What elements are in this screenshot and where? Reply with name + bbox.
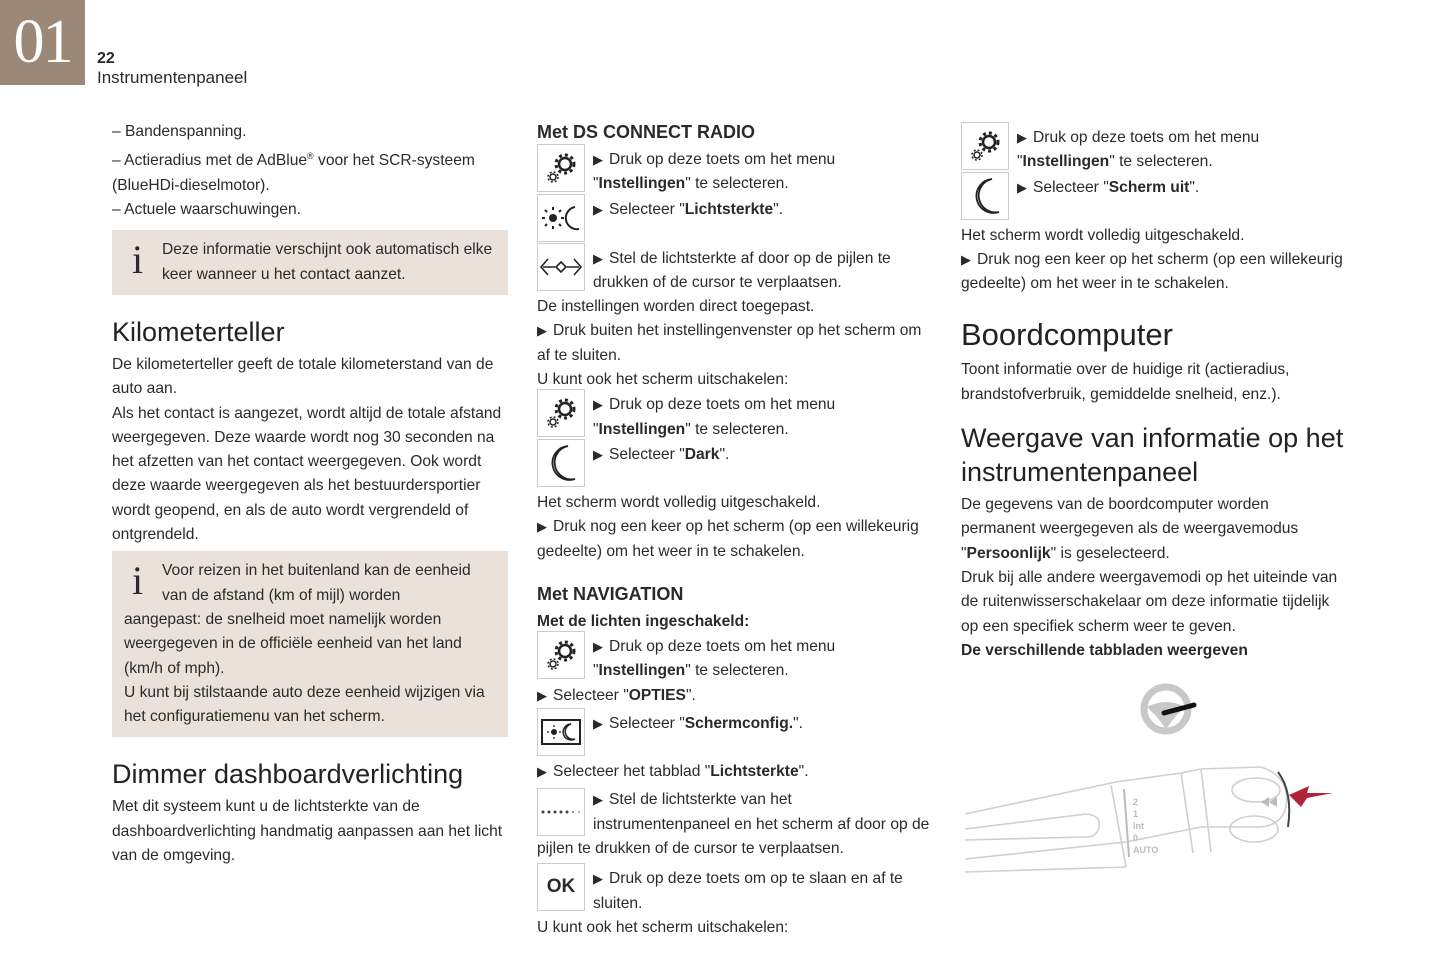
paragraph: Druk bij alle andere weergavemodi op het uiteinde van de ruitenwisserschakelaar om deze informatie tijdelijk op een specifiek scherm weer te geven.	[961, 568, 1338, 635]
text: Stel de lichtsterkte van het instrumentenpaneel en het scherm af door op de pijlen te drukken of de cursor te verplaatsen.	[537, 791, 930, 857]
text: " te selecteren.	[685, 175, 789, 193]
bullet-icon: ▶	[1017, 179, 1027, 195]
moon-icon	[537, 439, 585, 487]
text: ".	[1189, 178, 1200, 196]
bullet-icon: ▶	[593, 639, 603, 655]
text: Lichtsterkte	[684, 200, 774, 218]
arrow-icon	[1289, 786, 1333, 807]
bullet-icon: ▶	[593, 152, 603, 167]
paragraph	[537, 515, 932, 564]
instruction-row	[537, 393, 932, 442]
note-text: Voor reizen in het buitenland kan de eenheid van de afstand (km of mijl) worden	[162, 562, 471, 604]
text	[537, 788, 932, 861]
paragraph	[961, 493, 1346, 566]
instruction-row	[537, 635, 932, 684]
text	[593, 418, 932, 442]
text: OPTIES	[628, 686, 686, 704]
text: Scherm uit	[1108, 178, 1190, 196]
bullet-icon: ▶	[593, 871, 603, 887]
text: – Actieradius met de AdBlue	[112, 152, 308, 170]
text: Instellingen	[598, 662, 686, 680]
text: Selecteer "	[553, 686, 629, 704]
bullet-icon: ▶	[537, 687, 547, 703]
heading-kilometerteller: Kilometerteller	[112, 316, 285, 347]
text	[593, 659, 932, 683]
stalk-label: Int	[1133, 821, 1144, 832]
text: Druk op deze toets om het menu	[609, 396, 836, 414]
bullet-icon: ▶	[1017, 130, 1027, 145]
page-title: Instrumentenpaneel	[97, 68, 248, 87]
paragraph: De instellingen worden direct toegepast.	[537, 298, 815, 316]
bullet-icon: ▶	[593, 446, 603, 462]
instruction-row	[537, 148, 932, 197]
list-item	[112, 144, 508, 198]
column-middle	[537, 120, 932, 940]
heading-dimmer: Dimmer dashboardverlichting	[112, 759, 464, 790]
brightness-sun-moon-icon	[537, 194, 585, 242]
column-right	[961, 120, 1346, 887]
text: Druk op deze toets om het menu	[1033, 129, 1260, 146]
instruction-row	[537, 443, 932, 491]
text: Druk op deze toets om op te slaan en af te sluiten.	[593, 870, 903, 912]
text: Schermconfig.	[684, 715, 794, 733]
text	[593, 148, 932, 172]
moon-icon	[961, 172, 1009, 220]
text: " is geselecteerd.	[1050, 544, 1170, 562]
ok-label: OK	[546, 876, 576, 898]
paragraph: Toont informatie over de huidige rit (actieradius, brandstofverbruik, gemiddelde snelheid, enz.).	[961, 361, 1290, 403]
text: ".	[793, 715, 803, 733]
text: Stel de lichtsterkte af door op de pijlen te drukken of de cursor te verplaatsen.	[593, 249, 891, 291]
paragraph: Het scherm wordt volledig uitgeschakeld.	[961, 226, 1245, 244]
bullet-icon: ▶	[961, 251, 971, 267]
text	[1017, 126, 1346, 150]
text: "	[1017, 153, 1023, 171]
text: Instellingen	[1022, 153, 1110, 171]
wiper-stalk-illustration	[961, 677, 1341, 887]
text: Selecteer "	[609, 715, 685, 733]
text: De gegevens van de boordcomputer worden permanent weergegeven als de weergavemodus "	[961, 496, 1299, 562]
text: ".	[798, 763, 809, 781]
paragraph: Het scherm wordt volledig uitgeschakeld.	[537, 493, 821, 511]
info-note	[112, 551, 508, 737]
info-icon: i	[132, 237, 144, 283]
text	[593, 393, 932, 417]
list-item: – Actuele waarschuwingen.	[112, 201, 301, 219]
text: "	[593, 420, 599, 438]
text	[1017, 150, 1346, 174]
text: Selecteer "	[609, 445, 685, 463]
screen-config-icon	[537, 708, 585, 756]
dotted-slider-icon	[537, 788, 585, 836]
info-icon: i	[132, 558, 144, 604]
instruction-row	[537, 788, 932, 861]
instruction-row	[537, 198, 932, 246]
subheading: Met de lichten ingeschakeld:	[537, 612, 750, 630]
instruction-row	[537, 867, 932, 916]
text: Druk nog een keer op het scherm (op een willekeurig gedeelte) om het weer in te schakelen.	[537, 518, 919, 560]
bullet-icon: ▶	[593, 792, 603, 808]
text: " te selecteren.	[1109, 153, 1213, 171]
note-text: Deze informatie verschijnt ook automatisch elke keer wanneer u het contact aanzet.	[162, 241, 493, 283]
bullet-icon: ▶	[537, 764, 547, 780]
text: Persoonlijk	[966, 544, 1051, 562]
arrows-left-right-icon	[537, 243, 585, 291]
text: " te selecteren.	[685, 420, 789, 438]
text	[593, 198, 932, 222]
text	[593, 867, 932, 916]
instruction-row	[961, 126, 1346, 175]
text: "	[593, 662, 599, 680]
text	[593, 443, 932, 467]
text: ".	[719, 445, 730, 463]
text: "	[593, 175, 599, 193]
text: Druk buiten het instellingenvenster op het scherm om af te sluiten.	[537, 322, 922, 364]
text: " te selecteren.	[685, 662, 789, 680]
text: ".	[685, 686, 696, 704]
text: Selecteer het tabblad "	[553, 763, 711, 781]
paragraph	[537, 684, 932, 708]
bullet-icon: ▶	[593, 201, 603, 217]
heading-navigation: Met NAVIGATION	[537, 583, 684, 604]
bullet-icon: ▶	[593, 397, 603, 413]
settings-gear-icon	[537, 631, 585, 679]
text: voor het SCR-systeem (BlueHDi-dieselmotor).	[112, 152, 475, 194]
column-left	[112, 120, 508, 868]
text: Druk op deze toets om het menu	[609, 638, 836, 656]
chapter-badge: 01	[0, 0, 85, 85]
settings-gear-icon	[961, 122, 1009, 170]
paragraph	[961, 248, 1346, 297]
stalk-label: AUTO	[1133, 845, 1159, 856]
text	[593, 712, 932, 736]
text	[593, 247, 932, 296]
heading-weergave: Weergave van informatie op het instrumentenpaneel	[961, 423, 1344, 488]
paragraph	[537, 760, 932, 784]
paragraph: Met dit systeem kunt u de lichtsterkte van de dashboardverlichting handmatig aanpassen aan het licht van de omgeving.	[112, 798, 503, 865]
heading-ds-connect-radio: Met DS CONNECT RADIO	[537, 122, 756, 142]
stalk-label: 2	[1133, 797, 1139, 808]
paragraph	[537, 319, 932, 368]
info-note	[112, 230, 508, 295]
text	[593, 172, 932, 196]
heading-boordcomputer: Boordcomputer	[961, 317, 1173, 353]
paragraph: Als het contact is aangezet, wordt altijd de totale afstand weergegeven. Deze waarde wordt nog 30 seconden na het afzetten van het contact weergegeven. Ook wordt deze waarde weergegeven als het bestuurdersportier wordt geopend, en als de auto wordt vergrendeld of ontgrendeld.	[112, 404, 502, 544]
stalk-label: 0	[1133, 833, 1139, 844]
text: Lichtsterkte	[710, 763, 799, 781]
bullet-icon: ▶	[537, 519, 547, 535]
bullet-icon: ▶	[537, 323, 547, 339]
page-number: 22	[97, 50, 115, 67]
text: ".	[773, 200, 784, 218]
note-text: U kunt bij stilstaande auto deze eenheid wijzigen via het configuratiemenu van het scherm.	[124, 683, 485, 726]
instruction-row	[537, 247, 932, 296]
paragraph: De kilometerteller geeft de totale kilometerstand van de auto aan.	[112, 355, 494, 398]
paragraph: U kunt ook het scherm uitschakelen:	[537, 918, 789, 936]
text: Druk op deze toets om het menu	[609, 151, 836, 168]
bullet-icon: ▶	[593, 250, 603, 266]
steering-wheel-icon	[1144, 687, 1194, 731]
text: Instellingen	[598, 420, 686, 438]
settings-gear-icon	[537, 389, 585, 437]
text: ®	[307, 151, 314, 162]
list-item: – Bandenspanning.	[112, 123, 247, 140]
text	[593, 635, 932, 659]
note-text: aangepast: de snelheid moet namelijk worden weergegeven in de officiële eenheid van het land (km/h of mph).	[124, 610, 462, 677]
stalk-label: 1	[1133, 809, 1139, 820]
text: Druk nog een keer op het scherm (op een willekeurig gedeelte) om het weer in te schakelen.	[961, 250, 1343, 293]
text: Selecteer "	[609, 200, 685, 218]
text	[1017, 176, 1346, 200]
ok-button-icon	[537, 863, 585, 911]
subheading: De verschillende tabbladen weergeven	[961, 641, 1248, 659]
text: Dark	[684, 445, 720, 463]
instruction-row	[537, 712, 932, 760]
paragraph: U kunt ook het scherm uitschakelen:	[537, 371, 789, 389]
text: Instellingen	[598, 175, 686, 193]
bullet-icon: ▶	[593, 716, 603, 732]
instruction-row	[961, 176, 1346, 224]
text: Selecteer "	[1033, 178, 1109, 196]
settings-gear-icon	[537, 144, 585, 192]
